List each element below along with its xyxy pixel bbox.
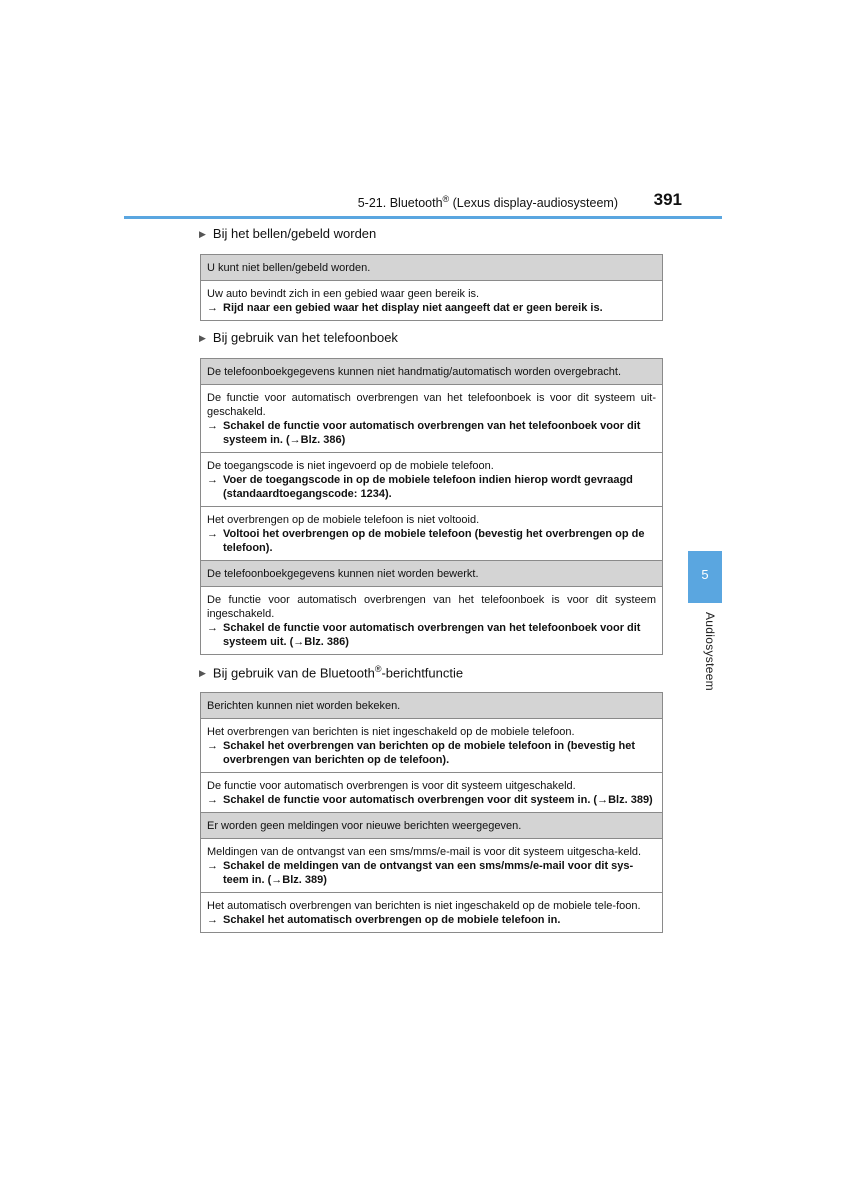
remedy-item	[207, 621, 656, 649]
troubleshooting-table	[200, 254, 663, 321]
troubleshooting-table	[200, 358, 663, 655]
symptom-cell: De telefoonboekgegevens kunnen niet handmatig/automatisch worden overgebracht.	[201, 359, 663, 385]
cause-text: De functie voor automatisch overbrengen van het telefoonboek is voor dit systeem ingeschakeld.	[207, 594, 656, 620]
triangle-bullet-icon: ▶	[199, 229, 206, 239]
remedy-item	[207, 473, 656, 501]
remedy-text: Voer de toegangscode in op de mobiele telefoon indien hierop wordt gevraagd (standaardtoegangscode: 1234).	[223, 474, 633, 500]
troubleshooting-table	[200, 692, 663, 933]
solution-cell	[201, 719, 663, 773]
remedy-text: Schakel de functie voor automatisch overbrengen voor dit systeem in. (→Blz. 389)	[223, 794, 653, 806]
triangle-bullet-icon: ▶	[199, 668, 206, 679]
section-title	[358, 194, 618, 210]
cause-text: Meldingen van de ontvangst van een sms/mms/e-mail is voor dit systeem uitgescha-keld.	[207, 846, 642, 858]
remedy-item	[207, 739, 656, 767]
arrow-icon: →	[207, 622, 218, 634]
cause-text: De functie voor automatisch overbrengen is voor dit systeem uitgeschakeld.	[207, 780, 576, 792]
symptom-cell: U kunt niet bellen/gebeld worden.	[201, 255, 663, 281]
section-title-main: 5-21. Bluetooth	[357, 196, 443, 211]
section-heading	[199, 226, 376, 241]
remedy-text: Schakel het automatisch overbrengen op de mobiele telefoon in.	[223, 914, 561, 926]
arrow-icon: →	[207, 740, 218, 752]
remedy-item	[207, 301, 656, 315]
symptom-cell: Berichten kunnen niet worden bekeken.	[201, 693, 663, 719]
remedy-item	[207, 913, 656, 927]
arrow-icon: →	[207, 914, 218, 926]
remedy-text: Schakel de functie voor automatisch overbrengen van het telefoonboek voor dit systeem uit. (→Blz. 386)	[223, 622, 641, 648]
solution-cell	[201, 385, 663, 453]
cause-text: Het automatisch overbrengen van berichten is niet ingeschakeld op de mobiele tele-foon.	[207, 900, 641, 912]
chapter-tab: 5	[688, 551, 722, 603]
triangle-bullet-icon: ▶	[199, 333, 206, 343]
registered-mark: ®	[374, 664, 382, 674]
remedy-item	[207, 419, 656, 447]
solution-cell	[201, 587, 663, 655]
solution-cell	[201, 839, 663, 893]
solution-cell	[201, 281, 663, 321]
arrow-icon: →	[207, 420, 218, 432]
arrow-icon: →	[207, 860, 218, 872]
cause-text: Uw auto bevindt zich in een gebied waar geen bereik is.	[207, 288, 480, 300]
cause-text: De functie voor automatisch overbrengen van het telefoonboek is voor dit systeem uit-geschakeld.	[207, 392, 656, 418]
arrow-icon: →	[207, 474, 218, 486]
solution-cell	[201, 773, 663, 813]
solution-cell	[201, 507, 663, 561]
chapter-label: Audiosysteem	[703, 612, 717, 691]
remedy-item	[207, 859, 656, 887]
cause-text: Het overbrengen op de mobiele telefoon is niet voltooid.	[207, 514, 480, 526]
registered-mark: ®	[442, 194, 450, 204]
section-title-rest: (Lexus display-audiosysteem)	[449, 196, 618, 211]
symptom-cell: De telefoonboekgegevens kunnen niet worden bewerkt.	[201, 561, 663, 587]
page-header	[124, 188, 722, 219]
remedy-text: Voltooi het overbrengen op de mobiele telefoon (bevestig het overbrengen op de telefoon).	[223, 528, 645, 554]
section-heading-text: Bij het bellen/gebeld worden	[212, 226, 377, 241]
section-heading-text: Bij gebruik van de Bluetooth	[212, 665, 375, 681]
section-heading	[199, 664, 463, 680]
arrow-icon: →	[207, 528, 218, 540]
arrow-icon: →	[207, 794, 218, 806]
section-heading	[199, 330, 398, 345]
cause-text: Het overbrengen van berichten is niet ingeschakeld op de mobiele telefoon.	[207, 726, 575, 738]
remedy-item	[207, 527, 656, 555]
remedy-item	[207, 793, 656, 807]
page-number: 391	[653, 190, 682, 209]
symptom-cell: Er worden geen meldingen voor nieuwe berichten weergegeven.	[201, 813, 663, 839]
section-heading-text-rest: -berichtfunctie	[381, 665, 464, 681]
cause-text: De toegangscode is niet ingevoerd op de mobiele telefoon.	[207, 460, 494, 472]
remedy-text: Rijd naar een gebied waar het display niet aangeeft dat er geen bereik is.	[223, 302, 603, 314]
remedy-text: Schakel de meldingen van de ontvangst van een sms/mms/e-mail voor dit sys-teem in. (→Blz. 389)	[223, 860, 634, 886]
arrow-icon: →	[207, 302, 218, 314]
remedy-text: Schakel het overbrengen van berichten op de mobiele telefoon in (bevestig het overbrengen van berichten op de telefoon).	[223, 740, 635, 766]
solution-cell	[201, 453, 663, 507]
section-heading-text: Bij gebruik van het telefoonboek	[212, 330, 398, 345]
remedy-text: Schakel de functie voor automatisch overbrengen van het telefoonboek voor dit systeem in. (→Blz. 386)	[223, 420, 641, 446]
solution-cell	[201, 893, 663, 933]
